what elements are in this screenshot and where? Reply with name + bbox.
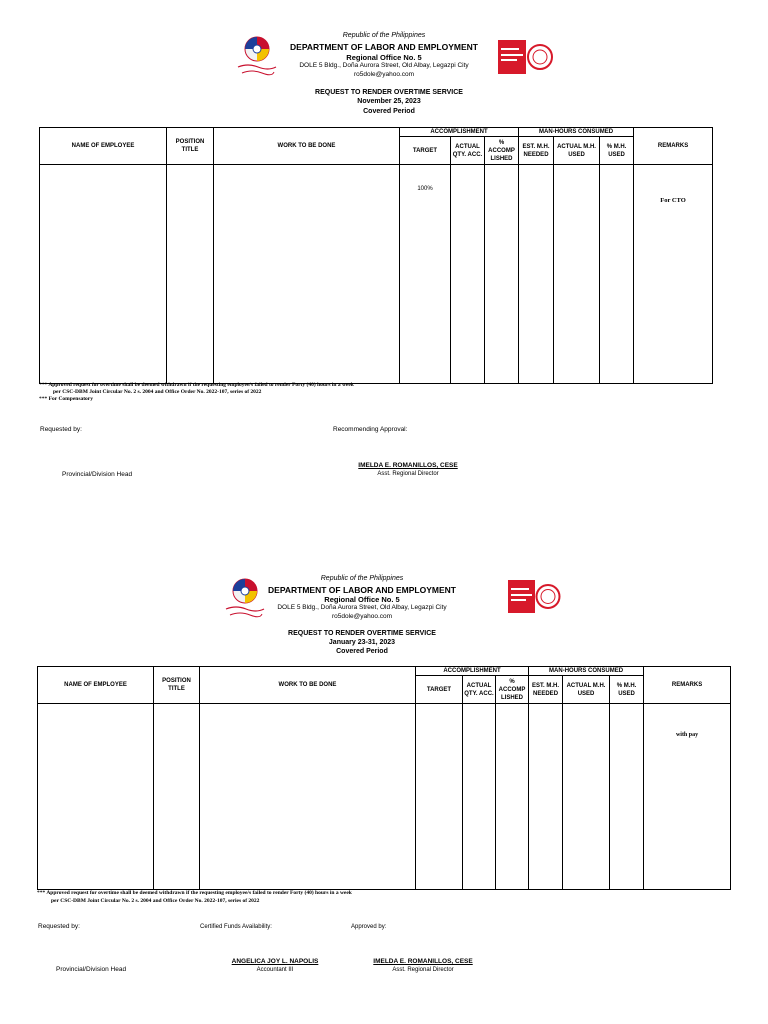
form-date: November 25, 2023 (357, 98, 421, 105)
cell-pct-mh (610, 704, 644, 890)
iso-certification-badge (508, 580, 562, 613)
remarks-value: For CTO (660, 197, 686, 204)
col-position-title: POSITION TITLE (167, 128, 214, 165)
cell-actual-qty (451, 165, 485, 384)
regional-office: Regional Office No. 5 (346, 53, 422, 62)
approver-name: IMELDA E. ROMANILLOS, CESE (373, 958, 473, 965)
note-line-2: per CSC-DBM Joint Circular No. 2 s. 2004 and Office Order No. 2022-107, series of 2022 (53, 389, 262, 395)
remarks-value: with pay (675, 732, 699, 738)
cell-actual-mh (563, 704, 610, 890)
approved-by-label: Approved by: (351, 924, 387, 930)
requested-by-label: Requested by: (40, 426, 82, 433)
dole-logo (234, 33, 280, 77)
cell-actual-qty (463, 704, 496, 890)
provincial-head-label: Provincial/Division Head (56, 966, 127, 973)
col-name-of-employee: NAME OF EMPLOYEE (38, 667, 154, 704)
form-date: January 23-31, 2023 (328, 639, 396, 646)
target-value: 100% (417, 186, 433, 192)
office-email: ro5dole@yahoo.com (353, 71, 415, 78)
note-line-1: *** Approved request for overtime shall be deemed withdrawn if the requesting employee/s failed to render Forty (40) hours in a week (39, 382, 354, 388)
col-group-accomplishment: ACCOMPLISHMENT (400, 128, 519, 137)
cell-est-mh (519, 165, 554, 384)
form-title: REQUEST TO RENDER OVERTIME SERVICE (288, 630, 436, 637)
col-est-mh: EST. M.H. NEEDED (529, 676, 563, 704)
cell-target (400, 165, 451, 384)
provincial-head-label: Provincial/Division Head (62, 471, 133, 478)
col-pct-mh: % M.H. USED (600, 137, 634, 165)
cell-remarks (644, 704, 731, 890)
overtime-table (37, 666, 731, 890)
cell-work (214, 165, 400, 384)
col-remarks: REMARKS (644, 667, 731, 704)
cell-position (154, 704, 200, 890)
approver-position: Asst. Regional Director (377, 471, 439, 477)
republic-label: Republic of the Philippines (342, 32, 426, 39)
department-name: DEPARTMENT OF LABOR AND EMPLOYMENT (268, 585, 456, 595)
cell-target (416, 704, 463, 890)
regional-office: Regional Office No. 5 (324, 595, 400, 604)
note-line-3: *** For Compensatory (39, 396, 93, 402)
certified-funds-label: Certified Funds Availability: (200, 924, 272, 930)
office-email: ro5dole@yahoo.com (331, 613, 393, 620)
col-actual-qty: ACTUAL QTY. ACC. (451, 137, 485, 165)
form-title: REQUEST TO RENDER OVERTIME SERVICE (315, 89, 463, 96)
col-group-man-hours: MAN-HOURS CONSUMED (529, 667, 644, 676)
col-target: TARGET (416, 676, 463, 704)
office-address: DOLE 5 Bldg., Doña Aurora Street, Old Albay, Legazpi City (299, 62, 469, 69)
col-work-to-be-done: WORK TO BE DONE (200, 667, 416, 704)
office-address: DOLE 5 Bldg., Doña Aurora Street, Old Albay, Legazpi City (277, 604, 447, 611)
cell-work (200, 704, 416, 890)
note-line-2: per CSC-DBM Joint Circular No. 2 s. 2004 and Office Order No. 2022-107, series of 2022 (51, 898, 260, 904)
cell-name (38, 704, 154, 890)
recommending-approval-label: Recommending Approval: (333, 426, 408, 433)
col-actual-mh: ACTUAL M.H. USED (563, 676, 610, 704)
cell-pct-accomplished (496, 704, 529, 890)
table-row (40, 165, 713, 384)
cell-pct-accomplished (485, 165, 519, 384)
col-work-to-be-done: WORK TO BE DONE (214, 128, 400, 165)
col-actual-qty: ACTUAL QTY. ACC. (463, 676, 496, 704)
covered-period: Covered Period (336, 648, 388, 655)
cell-actual-mh (554, 165, 600, 384)
accountant-name: ANGELICA JOY L. NAPOLIS (231, 958, 319, 965)
cell-pct-mh (600, 165, 634, 384)
covered-period: Covered Period (363, 108, 415, 115)
cell-position (167, 165, 214, 384)
col-pct-accomplished: % ACCOMP LISHED (496, 676, 529, 704)
cell-name (40, 165, 167, 384)
approver-name: IMELDA E. ROMANILLOS, CESE (358, 462, 458, 469)
requested-by-label: Requested by: (38, 923, 80, 930)
overtime-table (39, 127, 713, 384)
col-pct-accomplished: % ACCOMP LISHED (485, 137, 519, 165)
col-est-mh: EST. M.H. NEEDED (519, 137, 554, 165)
col-position-title: POSITION TITLE (154, 667, 200, 704)
col-group-accomplishment: ACCOMPLISHMENT (416, 667, 529, 676)
accountant-position: Accountant III (256, 967, 294, 973)
note-line-1: *** Approved request for overtime shall be deemed withdrawn if the requesting employee/s failed to render Forty (40) hours in a week (37, 890, 352, 896)
col-remarks: REMARKS (634, 128, 713, 165)
cell-remarks (634, 165, 713, 384)
cell-est-mh (529, 704, 563, 890)
approver-position: Asst. Regional Director (392, 967, 454, 973)
col-group-man-hours: MAN-HOURS CONSUMED (519, 128, 634, 137)
col-pct-mh: % M.H. USED (610, 676, 644, 704)
col-actual-mh: ACTUAL M.H. USED (554, 137, 600, 165)
col-name-of-employee: NAME OF EMPLOYEE (40, 128, 167, 165)
department-name: DEPARTMENT OF LABOR AND EMPLOYMENT (290, 42, 478, 52)
table-row (38, 704, 731, 890)
col-target: TARGET (400, 137, 451, 165)
republic-label: Republic of the Philippines (320, 575, 404, 582)
